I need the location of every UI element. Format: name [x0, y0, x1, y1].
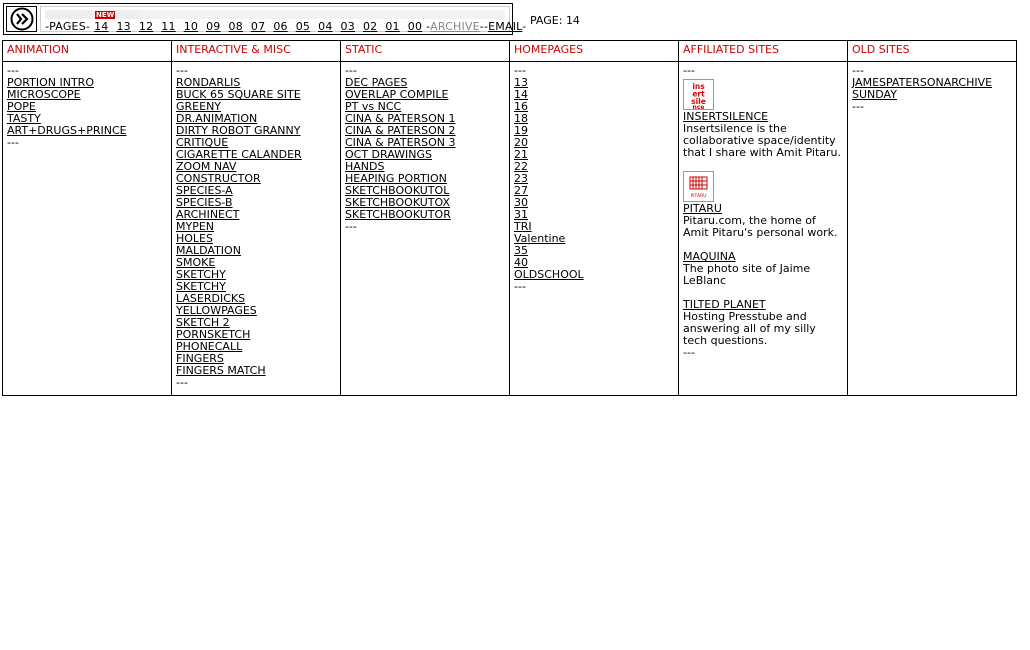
interactive-link[interactable]: PHONECALL [176, 340, 243, 353]
svg-text:ert: ert [692, 89, 705, 99]
interactive-link[interactable]: LASERDICKS [176, 292, 246, 305]
animation-link[interactable]: TASTY [7, 112, 41, 125]
static-link[interactable]: OVERLAP COMPILE [345, 88, 449, 101]
homepages-link[interactable]: 20 [514, 136, 528, 149]
svg-text:ins: ins [692, 82, 705, 91]
page-links [90, 20, 426, 33]
homepages-link[interactable]: Valentine [514, 232, 566, 245]
svg-text:PITARU: PITARU [690, 194, 707, 199]
top-nav [3, 3, 527, 35]
homepages-link[interactable]: 35 [514, 244, 528, 257]
animation-link[interactable]: MICROSCOPE [7, 88, 81, 101]
interactive-link[interactable]: SKETCHY [176, 280, 226, 293]
separator: --- [514, 64, 526, 77]
sites-table [2, 40, 1017, 396]
static-link[interactable]: CINA & PATERSON 2 [345, 124, 456, 137]
affiliated-description: Insertsilence is the collaborative space/identity that I share with Amit Pitaru. [683, 122, 841, 159]
nav-shade [45, 10, 139, 19]
page-link-14[interactable]: 14 [94, 20, 109, 33]
interactive-link[interactable]: RONDARLIS [176, 76, 241, 89]
homepages-link[interactable]: 13 [514, 76, 528, 89]
homepages-link[interactable]: 16 [514, 100, 528, 113]
pages-row [45, 20, 526, 33]
interactive-link[interactable]: YELLOWPAGES [176, 304, 257, 317]
affiliated-description: Hosting Presstube and answering all of my silly tech questions. [683, 310, 816, 347]
page-link-12[interactable]: 12 [138, 20, 154, 33]
email-link[interactable]: EMAIL [488, 20, 523, 33]
separator: --- [176, 64, 188, 77]
affiliated-description: The photo site of Jaime LeBlanc [683, 262, 811, 287]
interactive-link[interactable]: GREENY [176, 100, 222, 113]
homepages-column [510, 62, 679, 396]
page-link-10[interactable]: 10 [183, 20, 199, 33]
dash: -- [479, 20, 489, 33]
presstube-logo-icon [10, 7, 34, 31]
interactive-link[interactable]: DIRTY ROBOT GRANNY [176, 124, 301, 137]
static-header: STATIC [341, 41, 510, 62]
page-link-09[interactable]: 09 [206, 20, 221, 33]
separator: --- [176, 376, 188, 389]
dash: - [522, 20, 527, 33]
interactive-link[interactable]: SPECIES-B [176, 196, 233, 209]
affiliated-description: Pitaru.com, the home of Amit Pitaru's personal work. [683, 214, 838, 239]
page-link-03[interactable]: 03 [340, 20, 355, 33]
pitaru-logo-icon [684, 172, 713, 201]
static-column [341, 62, 510, 396]
separator: --- [683, 346, 695, 359]
homepages-link[interactable]: 19 [514, 124, 528, 137]
interactive-link[interactable]: SKETCH 2 [176, 316, 230, 329]
static-link[interactable]: DEC PAGES [345, 76, 408, 89]
affiliated-link[interactable]: MAQUINA [683, 250, 736, 263]
animation-link[interactable]: POPE [7, 100, 36, 113]
pages-label: -PAGES- [45, 20, 91, 33]
interactive-link[interactable]: MALDATION [176, 244, 241, 257]
homepages-link[interactable]: 23 [514, 172, 528, 185]
homepages-link[interactable]: 21 [514, 148, 528, 161]
page-link-13[interactable]: 13 [116, 20, 131, 33]
static-link[interactable]: HEAPING PORTION [345, 172, 447, 185]
page-indicator: PAGE: 14 [530, 14, 580, 27]
animation-column [3, 62, 172, 396]
interactive-link[interactable]: HOLES [176, 232, 213, 245]
page-link-08[interactable]: 08 [228, 20, 243, 33]
animation-link[interactable]: ART+DRUGS+PRINCE [7, 124, 127, 137]
dash: - [426, 20, 431, 33]
pitaru-logo[interactable] [683, 171, 714, 202]
homepages-link[interactable]: 31 [514, 208, 528, 221]
homepages-link[interactable]: 18 [514, 112, 528, 125]
page-link-06[interactable]: 06 [273, 20, 288, 33]
archive-link[interactable]: ARCHIVE [430, 20, 480, 33]
separator: --- [852, 64, 864, 77]
static-link[interactable]: HANDS [345, 160, 385, 173]
pages-navbar [40, 6, 527, 33]
old-sites-link[interactable]: SUNDAY [852, 88, 897, 101]
interactive-link[interactable]: CRITIQUE [176, 136, 229, 149]
insertsilence-logo[interactable] [683, 79, 714, 110]
interactive-link[interactable]: CIGARETTE CALANDER [176, 148, 302, 161]
page-link-05[interactable]: 05 [295, 20, 311, 33]
homepages-link[interactable]: 22 [514, 160, 528, 173]
new-badge: NEW [96, 11, 115, 19]
homepages-link[interactable]: OLDSCHOOL [514, 268, 584, 281]
interactive-header: INTERACTIVE & MISC [172, 41, 341, 62]
page-link-00[interactable]: 00 [407, 20, 423, 33]
interactive-link[interactable]: SKETCHY [176, 268, 226, 281]
homepages-link[interactable]: 14 [514, 88, 528, 101]
separator: --- [683, 64, 695, 77]
page-link-01[interactable]: 01 [385, 20, 400, 33]
affiliated-column [679, 62, 848, 396]
svg-text:nce: nce [692, 104, 705, 109]
svg-text:sile: sile [691, 97, 706, 106]
interactive-column [172, 62, 341, 396]
homepages-link[interactable]: 40 [514, 256, 528, 269]
affiliated-link[interactable]: PITARU [683, 202, 722, 215]
page-link-07[interactable]: 07 [250, 20, 266, 33]
static-link[interactable]: OCT DRAWINGS [345, 148, 433, 161]
static-link[interactable]: CINA & PATERSON 1 [345, 112, 456, 125]
nav-shade [139, 10, 505, 19]
interactive-link[interactable]: ARCHINECT [176, 208, 240, 221]
interactive-link[interactable]: DR.ANIMATION [176, 112, 258, 125]
static-link[interactable]: SKETCHBOOKUTOL [345, 184, 450, 197]
homepages-link[interactable]: 30 [514, 196, 528, 209]
affiliated-header: AFFILIATED SITES [679, 41, 848, 62]
page-link-04[interactable]: 04 [318, 20, 333, 33]
affiliated-link[interactable]: TILTED PLANET [683, 298, 766, 311]
separator: --- [345, 64, 357, 77]
static-link[interactable]: CINA & PATERSON 3 [345, 136, 456, 149]
interactive-link[interactable]: SMOKE [176, 256, 216, 269]
animation-header: ANIMATION [3, 41, 172, 62]
animation-link[interactable]: PORTION INTRO [7, 76, 94, 89]
interactive-link[interactable]: FINGERS MATCH [176, 364, 266, 377]
separator: --- [7, 64, 19, 77]
static-link[interactable]: SKETCHBOOKUTOR [345, 208, 451, 221]
interactive-link[interactable]: PORNSKETCH [176, 328, 251, 341]
separator: --- [7, 136, 19, 149]
old-sites-column [848, 62, 1017, 396]
separator: --- [852, 100, 864, 113]
old-sites-header: OLD SITES [848, 41, 1017, 62]
interactive-link[interactable]: FINGERS [176, 352, 224, 365]
old-sites-link[interactable]: JAMESPATERSONARCHIVE [852, 76, 993, 89]
separator: --- [514, 280, 526, 293]
separator: --- [345, 220, 357, 233]
interactive-link[interactable]: SPECIES-A [176, 184, 233, 197]
static-link[interactable]: PT vs NCC [345, 100, 402, 113]
site-logo[interactable] [6, 6, 37, 32]
interactive-link[interactable]: ZOOM NAV [176, 160, 237, 173]
page-link-02[interactable]: 02 [362, 20, 378, 33]
interactive-link[interactable]: BUCK 65 SQUARE SITE [176, 88, 301, 101]
insertsilence-logo-icon [684, 80, 713, 109]
interactive-link[interactable]: CONSTRUCTOR [176, 172, 261, 185]
homepages-link[interactable]: 27 [514, 184, 528, 197]
affiliated-link[interactable]: INSERTSILENCE [683, 110, 769, 123]
homepages-header: HOMEPAGES [510, 41, 679, 62]
homepages-link[interactable]: TRI [514, 220, 532, 233]
page-link-11[interactable]: 11 [161, 20, 176, 33]
interactive-link[interactable]: MYPEN [176, 220, 215, 233]
static-link[interactable]: SKETCHBOOKUTOX [345, 196, 451, 209]
